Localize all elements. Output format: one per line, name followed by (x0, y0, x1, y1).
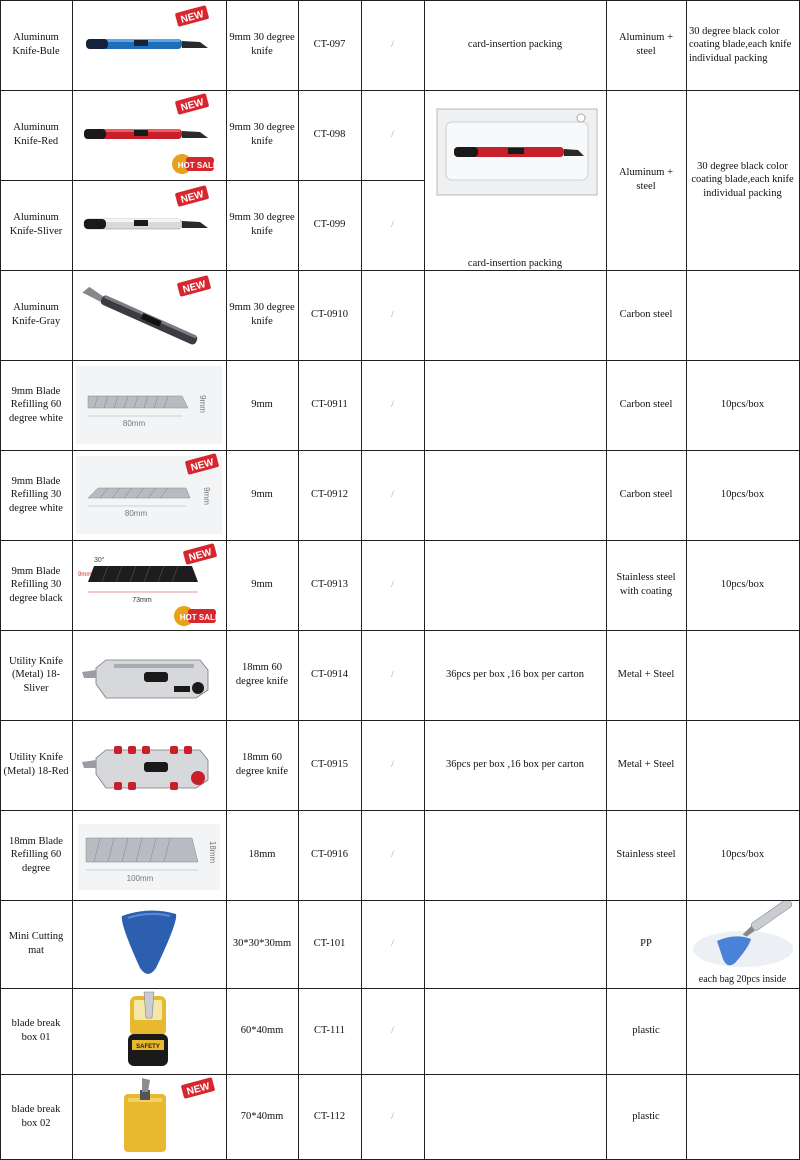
blade-width-label: 18mm (208, 840, 217, 864)
packing-text (424, 900, 606, 988)
product-code: CT-0910 (311, 309, 348, 321)
product-name: 9mm Blade Refilling 30 degree white (9, 475, 63, 514)
remarks-text (686, 1074, 799, 1159)
packing-text (424, 360, 606, 450)
cutting-mat-image (73, 901, 225, 987)
empty-mark: / (391, 849, 394, 860)
product-name: Aluminum Knife-Sliver (9, 212, 63, 237)
product-code: CT-0911 (311, 399, 348, 411)
product-code: CT-111 (314, 1025, 345, 1037)
material-text: Metal + Steel (617, 669, 675, 681)
utility-knife-silver-image (73, 631, 225, 719)
hot-sale-badge: HOT SALE (177, 161, 219, 170)
product-size: 9mm (251, 399, 273, 411)
packing-text (424, 540, 606, 630)
remarks-text (686, 270, 799, 360)
empty-mark: / (391, 219, 394, 230)
material-text: plastic (632, 1025, 660, 1037)
product-size: 18mm 60 degree knife (235, 662, 289, 687)
blade-refill-18mm-image (73, 811, 225, 899)
empty-mark: / (391, 1025, 394, 1036)
packing-text: 36pcs per box ,16 box per carton (446, 669, 584, 681)
remarks-text: 30 degree black color coating blade,each knife individual packing (691, 160, 794, 199)
product-code: CT-0912 (311, 489, 348, 501)
material-text: Carbon steel (619, 399, 673, 411)
product-size: 9mm 30 degree knife (229, 302, 295, 327)
product-name: 18mm Blade Refilling 60 degree (9, 835, 63, 874)
product-code: CT-099 (313, 219, 346, 231)
packing-text: 36pcs per box ,16 box per carton (446, 759, 584, 771)
empty-mark: / (391, 489, 394, 500)
new-badge: NEW (185, 1080, 212, 1098)
product-name: Aluminum Knife-Red (13, 122, 59, 147)
remarks-text: 10pcs/box (720, 399, 765, 411)
knife-blue-image (73, 1, 225, 89)
new-badge: NEW (179, 97, 206, 114)
product-name: Utility Knife (Metal) 18-Red (3, 752, 69, 777)
remarks-text: 10pcs/box (720, 579, 765, 591)
blade-width-label: 9mm (202, 487, 211, 505)
product-code: CT-0914 (311, 669, 348, 681)
blade-length-label: 73mm (132, 597, 152, 604)
product-name: 9mm Blade Refilling 60 degree white (9, 385, 63, 424)
blade-break-box-02-image (73, 1075, 225, 1158)
product-size: 18mm (248, 849, 276, 861)
remarks-text (686, 988, 799, 1074)
empty-mark: / (391, 579, 394, 590)
blade-length-label: 100mm (126, 874, 154, 883)
blade-break-box-01-image (73, 989, 225, 1073)
utility-knife-red-image (73, 721, 225, 809)
product-size: 70*40mm (240, 1110, 284, 1122)
blade-length-label: 80mm (124, 509, 148, 518)
product-code: CT-112 (313, 1110, 346, 1122)
empty-mark: / (391, 669, 394, 680)
blade-width-label: 9mm (78, 572, 92, 578)
product-code: CT-097 (313, 39, 346, 51)
material-text: Aluminum + steel (618, 32, 674, 57)
remarks-text: 30 degree black color coating blade,each knife individual packing (689, 25, 792, 64)
remarks-text: 10pcs/box (720, 849, 765, 861)
blade-refill-image (73, 451, 225, 539)
new-badge: NEW (189, 457, 216, 474)
product-name: blade break box 02 (11, 1103, 61, 1129)
product-code: CT-0916 (311, 849, 348, 861)
packing-text (424, 988, 606, 1074)
product-code: CT-098 (313, 129, 346, 141)
material-text: Stainless steel with coating (616, 572, 676, 597)
black-blade-image (73, 541, 225, 629)
material-text: Metal + Steel (617, 759, 675, 771)
material-text: Stainless steel (616, 849, 676, 861)
empty-mark: / (391, 399, 394, 410)
product-name: Aluminum Knife-Gray (11, 302, 61, 327)
remarks-text: 10pcs/box (720, 489, 765, 501)
product-size: 9mm (251, 579, 273, 591)
remarks-text (686, 720, 799, 810)
remarks-text (686, 630, 799, 720)
new-badge: NEW (181, 279, 208, 296)
empty-mark: / (391, 39, 394, 50)
product-size: 9mm 30 degree knife (229, 122, 295, 147)
product-name: 9mm Blade Refilling 30 degree black (9, 565, 63, 604)
cutting-mat-usage-image (687, 901, 799, 971)
product-size: 9mm 30 degree knife (229, 212, 295, 237)
product-name: Mini Cutting mat (8, 931, 64, 956)
remarks-text: each bag 20pcs inside (698, 974, 787, 985)
packing-text (424, 270, 606, 360)
product-size: 60*40mm (240, 1025, 284, 1037)
packing-text (424, 810, 606, 900)
knife-red-image (73, 91, 225, 179)
blade-refill-image (73, 361, 225, 449)
empty-mark: / (391, 938, 394, 949)
blade-length-label: 80mm (122, 419, 146, 428)
blade-angle-label: 30° (94, 557, 105, 564)
new-badge: NEW (179, 189, 206, 206)
product-code: CT-101 (313, 938, 346, 950)
product-size: 9mm (251, 489, 273, 501)
empty-mark: / (391, 129, 394, 140)
empty-mark: / (391, 759, 394, 770)
material-text: PP (640, 938, 652, 950)
product-size: 30*30*30mm (232, 938, 292, 950)
packing-text (424, 1074, 606, 1159)
packing-text: card-insertion packing (467, 39, 563, 51)
blade-width-label: 9mm (198, 395, 207, 413)
product-size: 9mm 30 degree knife (229, 32, 295, 57)
material-text: Carbon steel (619, 489, 673, 501)
hot-sale-badge: HOT SALE (179, 613, 221, 622)
packing-text: card-insertion packing (467, 258, 563, 269)
material-text: Carbon steel (619, 309, 673, 321)
empty-mark: / (391, 309, 394, 320)
product-name: Aluminum Knife-Bule (12, 32, 60, 57)
new-badge: NEW (187, 547, 214, 564)
box-brand-label: SAFETY (136, 1044, 160, 1050)
product-code: CT-0915 (311, 759, 348, 771)
product-code: CT-0913 (311, 579, 348, 591)
material-text: Aluminum + steel (618, 167, 674, 192)
card-packing-image (436, 108, 598, 198)
product-size: 18mm 60 degree knife (235, 752, 289, 777)
knife-gray-image (73, 271, 225, 359)
product-name: blade break box 01 (11, 1018, 61, 1043)
packing-text (424, 450, 606, 540)
new-badge: NEW (179, 9, 206, 26)
material-text: plastic (632, 1110, 660, 1122)
knife-silver-image (73, 181, 225, 269)
empty-mark: / (391, 1110, 394, 1121)
product-name: Utility Knife (Metal) 18-Sliver (9, 655, 63, 694)
